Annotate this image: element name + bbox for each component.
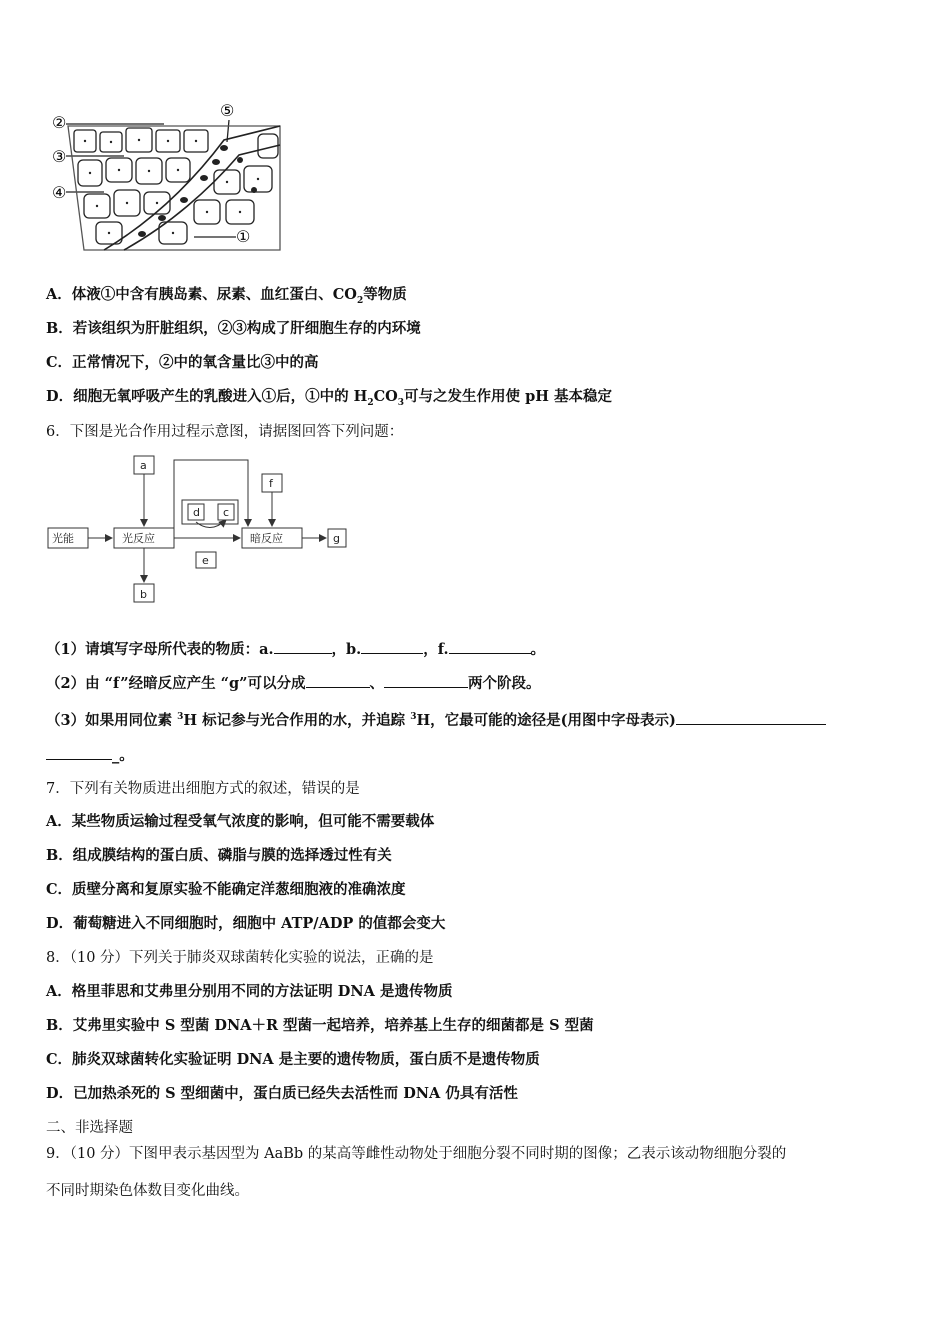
label-f: f (269, 477, 273, 490)
q6-sub3-cont: _。 (46, 745, 134, 766)
q9-line2: 不同时期染色体数目变化曲线。 (46, 1183, 249, 1199)
blank-pathway-cont[interactable] (46, 745, 112, 760)
q7-stem: 7．下列有关物质进出细胞方式的叙述，错误的是 (46, 781, 360, 797)
blank-b[interactable] (361, 639, 423, 654)
label-c: c (223, 506, 230, 519)
q5-option-a: A．体液①中含有胰岛素、尿素、血红蛋白、$CO_2$等物质 (46, 286, 407, 306)
label-4: ④ (52, 183, 67, 202)
label-d: d (193, 506, 200, 519)
dark-reaction-label: 暗反应 (250, 532, 283, 545)
q8-option-d: D．已加热杀死的 S 型细菌中，蛋白质已经失去活性而 DNA 仍具有活性 (46, 1085, 518, 1102)
q6-stem: 6．下图是光合作用过程示意图，请据图回答下列问题： (46, 424, 404, 440)
q8-stem: 8．（10 分）下列关于肺炎双球菌转化实验的说法，正确的是 (46, 950, 434, 966)
label-e: e (202, 554, 209, 567)
light-energy-label: 光能 (52, 532, 74, 545)
blank-pathway[interactable] (676, 710, 826, 725)
blank-f[interactable] (449, 639, 531, 654)
label-2: ② (52, 113, 67, 132)
q5-option-d: D．细胞无氧呼吸产生的乳酸进入①后，①中的 $H_2CO_3$可与之发生作用使 pH 基本稳定 (46, 388, 612, 408)
q5-option-b: B．若该组织为肝脏组织，②③构成了肝细胞生存的内环境 (46, 320, 421, 337)
q9-line1: 9．（10 分）下图甲表示基因型为 AaBb 的某高等雌性动物处于细胞分裂不同时期的图像；乙表示该动物细胞分裂的 (46, 1146, 787, 1162)
label-g: g (333, 532, 340, 545)
q7-option-d: D．葡萄糖进入不同细胞时，细胞中 ATP/ADP 的值都会变大 (46, 915, 446, 932)
light-reaction-label: 光反应 (122, 532, 155, 545)
label-1: ① (236, 227, 251, 246)
q8-option-b: B．艾弗里实验中 S 型菌 DNA＋R 型菌一起培养，培养基上生存的细菌都是 S 型菌 (46, 1017, 594, 1034)
q7-option-b: B．组成膜结构的蛋白质、磷脂与膜的选择透过性有关 (46, 847, 392, 864)
label-3: ③ (52, 147, 67, 166)
section-heading: 二、非选择题 (46, 1120, 133, 1136)
label-b: b (140, 588, 147, 601)
blank-stage-2[interactable] (384, 673, 468, 688)
q8-option-c: C．肺炎双球菌转化实验证明 DNA 是主要的遗传物质，蛋白质不是遗传物质 (46, 1051, 540, 1068)
q6-sub3: （3）如果用同位素 $^3$H 标记参与光合作用的水，并追踪 $^3$H，它最可能的途径是(用图中字母表示) (46, 707, 826, 731)
photosynthesis-diagram (44, 450, 364, 610)
label-5: ⑤ (220, 101, 235, 120)
q6-sub2: （2）由 “f”经暗反应产生 “g”可以分成 、 两个阶段。 (46, 675, 541, 692)
label-a: a (140, 459, 147, 472)
q5-option-c: C．正常情况下，②中的氧含量比③中的高 (46, 354, 319, 371)
q7-option-a: A．某些物质运输过程受氧气浓度的影响，但可能不需要载体 (46, 813, 435, 830)
blank-stage-1[interactable] (306, 673, 370, 688)
tissue-figure (44, 100, 284, 260)
q8-option-a: A．格里菲思和艾弗里分别用不同的方法证明 DNA 是遗传物质 (46, 983, 453, 1000)
q6-sub1: （1）请填写字母所代表的物质：a. ，b. ，f. 。 (46, 641, 545, 658)
blank-a[interactable] (274, 639, 332, 654)
q7-option-c: C．质壁分离和复原实验不能确定洋葱细胞液的准确浓度 (46, 881, 406, 898)
